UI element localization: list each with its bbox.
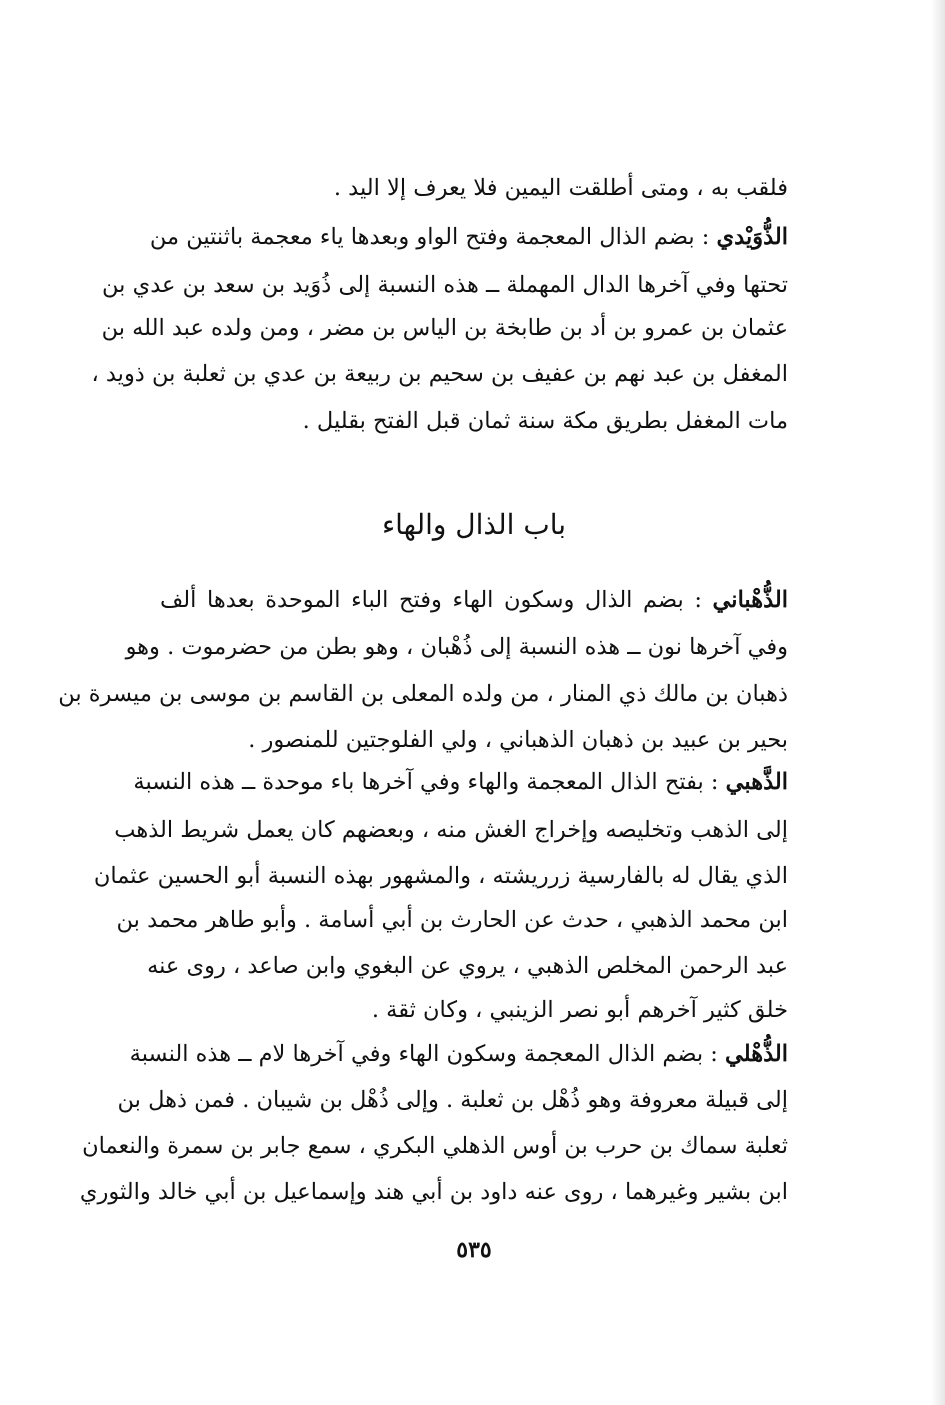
entry-keyword: الذُّوَيْدي [716, 224, 788, 250]
entry-keyword: الذُّهْباني [712, 587, 788, 613]
text-line [82, 1126, 788, 1166]
line-text: عبد الرحمن المخلص الذهبي ، يروي عن البغوي وابن صاعد ، روى عنه [147, 953, 788, 979]
line-text: خلق كثير آخرهم أبو نصر الزينبي ، وكان ثقة . [371, 997, 788, 1023]
line-text: : بضم الذال المعجمة وسكون الهاء وفي آخرها لام ــ هذه النسبة [129, 1041, 725, 1067]
line-text: فلقب به ، ومتى أطلقت اليمين فلا يعرف إلا اليد . [333, 175, 788, 201]
text-line [149, 217, 788, 257]
line-text: وفي آخرها نون ــ هذه النسبة إلى ذُهْبان ، وهو بطن من حضرموت . وهو [125, 634, 788, 660]
text-line [160, 720, 788, 760]
text-line [160, 168, 788, 208]
line-text: إلى قبيلة معروفة وهو ذُهْل بن ثعلبة . وإلى ذُهْل بن شيبان . فمن ذهل بن [117, 1087, 788, 1113]
text-line [79, 1172, 788, 1212]
text-line [116, 900, 788, 940]
text-line [93, 856, 788, 896]
text-line [117, 1080, 788, 1120]
line-text: المغفل بن عبد نهم بن عفيف بن سحيم بن ربيعة بن عدي بن ثعلبة بن ذويد ، [91, 361, 788, 387]
text-line [91, 354, 788, 394]
line-text: تحتها وفي آخرها الدال المهملة ــ هذه النسبة إلى ذُوَيد بن سعد بن عدي بن [102, 272, 788, 298]
page-number: ٥٣٥ [456, 1237, 492, 1263]
line-text: ذهبان بن مالك ذي المنار ، من ولده المعلى بن القاسم بن موسى بن ميسرة بن [58, 681, 788, 707]
text-line [101, 308, 788, 348]
line-text: : بفتح الذال المعجمة والهاء وفي آخرها باء موحدة ــ هذه النسبة [133, 769, 726, 795]
text-line [160, 990, 788, 1030]
text-line [58, 674, 788, 714]
line-text: الذي يقال له بالفارسية زرريشته ، والمشهور بهذه النسبة أبو الحسين عثمان [93, 863, 788, 889]
line-text: عثمان بن عمرو بن أد بن طابخة بن الياس بن مضر ، ومن ولده عبد الله بن [101, 315, 788, 341]
line-text: ثعلبة سماك بن حرب بن أوس الذهلي البكري ، سمع جابر بن سمرة والنعمان [82, 1133, 788, 1159]
text-line [102, 265, 788, 305]
line-text: بحير بن عبيد بن ذهبان الذهباني ، ولي الفلوجتين للمنصور . [248, 727, 788, 753]
page-edge-shadow [931, 0, 945, 1405]
entry-keyword: الذُّهْلي [725, 1041, 788, 1067]
text-line [147, 946, 788, 986]
entry-keyword: الذَّهبي [725, 769, 788, 795]
line-text: : بضم الذال وسكون الهاء وفتح الباء الموحدة بعدها ألف [160, 587, 713, 613]
text-line [133, 762, 788, 802]
line-text: مات المغفل بطريق مكة سنة ثمان قبل الفتح بقليل . [302, 408, 788, 434]
text-line [125, 627, 788, 667]
text-line [114, 810, 788, 850]
line-text: ابن محمد الذهبي ، حدث عن الحارث بن أبي أسامة . وأبو طاهر محمد بن [116, 907, 788, 933]
text-line [129, 1034, 788, 1074]
text-line [160, 580, 788, 620]
line-text: : بضم الذال المعجمة وفتح الواو وبعدها ياء معجمة باثنتين من [149, 224, 717, 250]
line-text: إلى الذهب وتخليصه وإخراج الغش منه ، وبعضهم كان يعمل شريط الذهب [114, 817, 788, 843]
line-text: ابن بشير وغيرهما ، روى عنه داود بن أبي هند وإسماعيل بن أبي خالد والثوري [79, 1179, 788, 1205]
section-heading: باب الذال والهاء [381, 508, 567, 541]
text-line [160, 401, 788, 441]
